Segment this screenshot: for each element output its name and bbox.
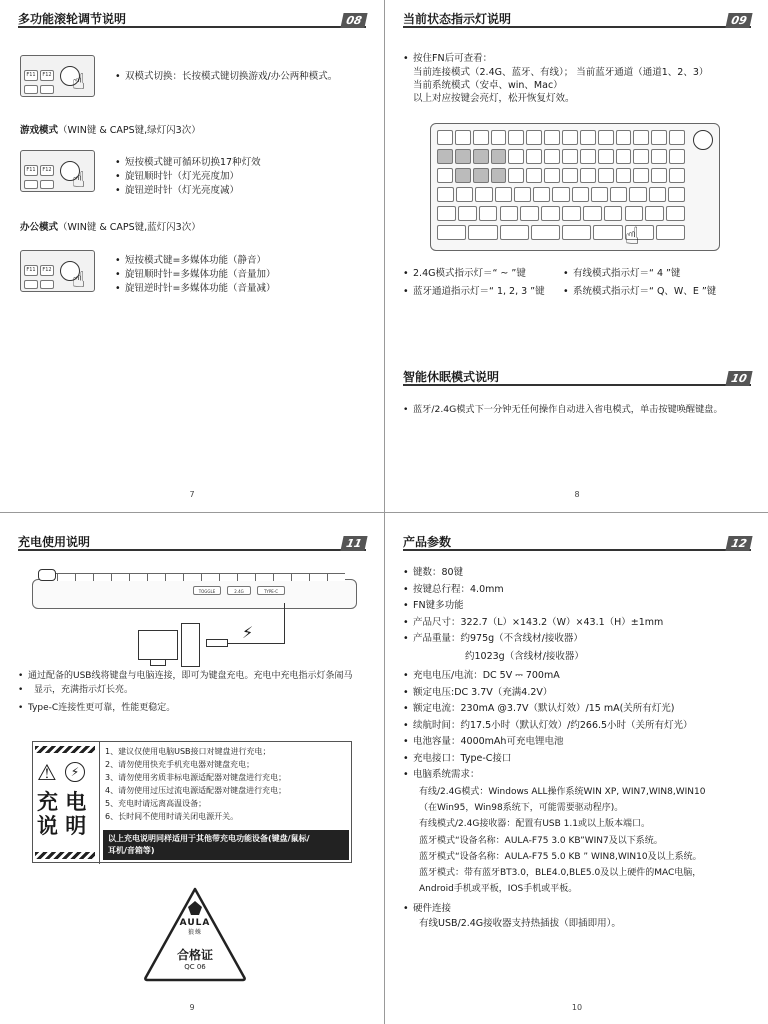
spec-item: • 续航时间：约17.5小时（默认灯效）/约266.5小时（关所有灯光） <box>403 718 693 735</box>
keycap <box>598 130 614 145</box>
list-item: • 通过配备的USB线将键盘与电脑连接，即可为键盘充电。充电中充电指示灯条闹马 <box>18 669 352 683</box>
keycap <box>533 187 550 202</box>
list-item: • 旋钮逆时针=多媒体功能（音量减） <box>115 282 275 296</box>
spec-item: • 硬件连接 <box>403 901 451 917</box>
list-item: 4、请勿使用过压过流电源适配器对键盘进行充电； <box>105 786 287 795</box>
toggle-port: TOGGLE <box>193 586 221 595</box>
section-header <box>18 529 366 551</box>
keycap <box>562 206 581 221</box>
fn-info-line: 以上对应按键会亮灯，松开恢复灯效。 <box>413 93 575 104</box>
section-number: 11 <box>340 536 367 551</box>
keycap <box>500 206 519 221</box>
keycap <box>616 130 632 145</box>
page-number: 10 <box>571 1003 583 1012</box>
section-number: 09 <box>725 13 752 28</box>
keycap <box>625 206 644 221</box>
keycap <box>541 206 560 221</box>
list-item: 2、请勿使用快充手机充电器对键盘充电； <box>105 760 255 769</box>
page-9 <box>0 513 384 1024</box>
keycap <box>508 168 524 183</box>
keycap <box>669 149 685 164</box>
section-title: 产品参数 <box>403 535 452 549</box>
list-item: • 旋钮逆时针（灯光亮度减） <box>115 184 261 198</box>
spec-list-2 <box>403 668 693 784</box>
page-number: 7 <box>189 490 195 499</box>
keycap <box>616 168 632 183</box>
list-item: • 短按模式键=多媒体功能（静音） <box>115 254 275 268</box>
spec-item: • 电池容量：4000mAh可充电锂电池 <box>403 734 693 751</box>
page-number: 8 <box>574 490 580 499</box>
key-f11: F11 <box>24 70 38 81</box>
office-mode-heading: 办公模式（WIN键 & CAPS键,蓝灯闪3次） <box>20 222 201 233</box>
list-item: • Type-C连接性更可靠，性能更稳定。 <box>18 701 352 715</box>
keycap <box>562 168 578 183</box>
section-number: 10 <box>725 371 752 386</box>
spec-item: • 电脑系统需求： <box>403 767 693 784</box>
keycap <box>583 206 602 221</box>
fn-info-line: 当前连接模式（2.4G、蓝牙、有线）； 当前蓝牙通道（通道1、2、3） <box>413 67 709 78</box>
keycap <box>526 168 542 183</box>
section-title: 当前状态指示灯说明 <box>403 12 512 26</box>
spec-item: • 键数：80键 <box>403 565 663 582</box>
keycap <box>598 149 614 164</box>
keycap <box>610 187 627 202</box>
fn-info <box>403 52 492 66</box>
list-item: 1、建议仅使用电脑USB接口对键盘进行充电； <box>105 747 271 756</box>
list-item: 3、请勿使用劣质非标电源适配器对键盘进行充电； <box>105 773 287 782</box>
lightning-icon: ⚡ <box>242 623 254 642</box>
knob-illustration: F11 F12 <box>20 250 95 292</box>
spec-weight-2: 约1023g（含线材/接收器） <box>465 651 584 662</box>
keycap <box>491 149 507 164</box>
keycap <box>562 130 578 145</box>
section-header <box>403 6 751 28</box>
keycap <box>651 130 667 145</box>
keycap <box>520 206 539 221</box>
spec-list <box>403 565 663 648</box>
keycap <box>455 130 471 145</box>
certificate-code: QC 06 <box>184 963 206 971</box>
receiver-port: 2.4G <box>227 586 251 595</box>
page-8 <box>385 0 768 512</box>
list-item: • 按住FN后可查看： <box>403 52 492 66</box>
spec-item: • 产品重量：约975g（不含线材/接收器） <box>403 631 663 648</box>
keycap <box>633 168 649 183</box>
section-header <box>403 529 751 551</box>
keycap <box>604 206 623 221</box>
section-title: 充电使用说明 <box>18 535 91 549</box>
list-item: • 蓝牙通道指示灯＝“ 1, 2, 3 ”键 <box>403 283 545 301</box>
section-title: 智能休眠模式说明 <box>403 370 500 384</box>
keycap <box>552 187 569 202</box>
keycap <box>526 130 542 145</box>
list-item: • 2.4G模式指示灯＝“ ~ ”键 <box>403 265 545 283</box>
usb-plug-icon <box>206 639 228 647</box>
page-number: 9 <box>189 1003 195 1012</box>
keycap <box>651 149 667 164</box>
keycap <box>526 149 542 164</box>
charge-list <box>18 669 352 715</box>
keycap <box>580 168 596 183</box>
keycap <box>491 130 507 145</box>
hardware-text: 有线USB/2.4G接收器支持热插拔（即插即用）。 <box>419 918 621 929</box>
section-header <box>18 6 366 28</box>
keycap <box>666 206 685 221</box>
game-mode-list <box>115 156 261 198</box>
page-10 <box>385 513 768 1024</box>
keycap <box>544 168 560 183</box>
keycap <box>437 206 456 221</box>
keycap <box>508 149 524 164</box>
keycap <box>668 187 685 202</box>
list-item: • 旋钮顺时针（灯光亮度加） <box>115 170 261 184</box>
keycap <box>580 130 596 145</box>
keycap <box>475 187 492 202</box>
keycap <box>544 130 560 145</box>
intro-text: • 双模式切换：长按模式键切换游戏/办公两种模式。 <box>115 70 337 84</box>
hand-pointer-icon: ☝ <box>72 268 86 293</box>
keycap <box>580 149 596 164</box>
knob-icon <box>38 569 56 581</box>
knob-illustration: F11 F12 <box>20 150 95 192</box>
knob-icon <box>693 130 713 150</box>
list-item: • 有线模式指示灯＝“ 4 ”键 <box>563 265 716 283</box>
list-item: 6、长时间不使用时请关闭电源开关。 <box>105 812 239 821</box>
cable-icon <box>284 603 285 644</box>
list-item: • 显示，充满指示灯长亮。 <box>18 683 352 697</box>
spec-item: • 充电电压/电流：DC 5V ⎓ 700mA <box>403 668 693 685</box>
warning-box <box>32 741 352 863</box>
certificate-label: 合格证 <box>176 948 213 962</box>
list-item: 5、充电时请远离高温设备； <box>105 799 207 808</box>
hardware-list <box>403 901 451 917</box>
warning-title: 充 电 说 明 <box>37 790 87 838</box>
keycap <box>616 149 632 164</box>
keycap <box>656 225 685 240</box>
keycap <box>544 149 560 164</box>
warning-footer: 以上充电说明同样适用于其他带充电功能设备(键盘/鼠标/ 耳机/音箱等) <box>103 830 349 860</box>
section-header <box>403 364 751 386</box>
keycap <box>508 130 524 145</box>
spec-item: • 产品尺寸：322.7（L）×143.2（W）×43.1（H）±1mm <box>403 615 663 632</box>
keycap <box>468 225 497 240</box>
warning-items <box>105 745 286 823</box>
fn-info-line: 当前系统模式（安卓、win、Mac） <box>413 80 563 91</box>
office-mode-list <box>115 254 275 296</box>
brand-logo: AULA 狼蛛 <box>179 918 211 936</box>
keycap <box>437 149 453 164</box>
system-requirements: 有线/2.4G模式：Windows ALL操作系统WIN XP, WIN7,WIN8,WIN10 （在Win95，Win98系统下，可能需要驱动程序)。 有线模式/2.4G接收器：配置有USB 1.1或以上版本端口。 蓝牙模式“设备名称：AULA-F75 3.0 KB”WIN7及以下系统。 蓝牙模式“设备名称：AULA-F75 5.0 KB ” WIN8,WIN10及以上系统。 蓝牙模式：带有蓝牙BT3.0，BLE4.0,BLE5.0及以上硬件的MAC电脑， Android手机或平板，IOS手机或平板。 <box>419 787 706 895</box>
list-item: • 系统模式指示灯＝“ Q、W、E ”键 <box>563 283 716 301</box>
keyboard-illustration <box>430 123 720 251</box>
keycap <box>649 187 666 202</box>
warning-icon: ⚠ <box>37 761 57 786</box>
list-item: • 旋钮顺时针=多媒体功能（音量加） <box>115 268 275 282</box>
keycap <box>455 149 471 164</box>
keyboard-side-view <box>32 579 357 609</box>
keycap <box>500 225 529 240</box>
key-f12: F12 <box>40 70 54 81</box>
keycap <box>633 130 649 145</box>
spec-item: • 额定电压:DC 3.7V（充满4.2V） <box>403 685 693 702</box>
type-c-port: TYPE-C <box>257 586 285 595</box>
keycap <box>458 206 477 221</box>
indicator-list-left <box>403 265 545 301</box>
keycap <box>651 168 667 183</box>
keycap <box>491 168 507 183</box>
keycap <box>669 130 685 145</box>
keycap <box>473 149 489 164</box>
keycap <box>669 168 685 183</box>
sleep-list <box>403 403 723 417</box>
keycap <box>437 187 454 202</box>
keycap <box>562 149 578 164</box>
hand-pointer-icon: ☝ <box>72 168 86 193</box>
keycap <box>572 187 589 202</box>
electric-icon: ⚡ <box>65 762 85 782</box>
page-7 <box>0 0 384 512</box>
section-number: 12 <box>725 536 752 551</box>
keycap <box>437 130 453 145</box>
monitor-icon <box>138 630 178 660</box>
keycap <box>645 206 664 221</box>
keycap <box>473 130 489 145</box>
hand-pointer-icon: ☝ <box>72 70 86 95</box>
section-title: 多功能滚轮调节说明 <box>18 12 127 26</box>
keycap <box>593 225 622 240</box>
list-item: • 短按模式键可循环切换17种灯效 <box>115 156 261 170</box>
spec-item: • FN键多功能 <box>403 598 663 615</box>
keycap <box>562 225 591 240</box>
game-mode-heading: 游戏模式（WIN键 & CAPS键,绿灯闪3次） <box>20 125 201 136</box>
keycap <box>437 168 453 183</box>
key-caps-row <box>40 573 345 581</box>
keycap <box>473 168 489 183</box>
spec-item: • 充电接口：Type-C接口 <box>403 751 693 768</box>
keycap <box>437 225 466 240</box>
keycap <box>456 187 473 202</box>
list-item: • 蓝牙/2.4G模式下一分钟无任何操作自动进入省电模式，单击按键唤醒键盘。 <box>403 403 723 417</box>
keycap <box>495 187 512 202</box>
keycap <box>633 149 649 164</box>
keycap <box>629 187 646 202</box>
spec-item: • 按键总行程：4.0mm <box>403 582 663 599</box>
keycap <box>479 206 498 221</box>
keycap <box>514 187 531 202</box>
intro-list <box>115 70 337 84</box>
hand-pointer-icon: ☝ <box>625 222 640 250</box>
keycap <box>598 168 614 183</box>
pc-tower-icon <box>181 623 200 667</box>
keycap <box>531 225 560 240</box>
indicator-list-right <box>563 265 716 301</box>
keycap <box>591 187 608 202</box>
section-number: 08 <box>340 13 367 28</box>
keycap <box>455 168 471 183</box>
spec-item: • 额定电流：230mA @3.7V（默认灯效）/15 mA(关所有灯光) <box>403 701 693 718</box>
